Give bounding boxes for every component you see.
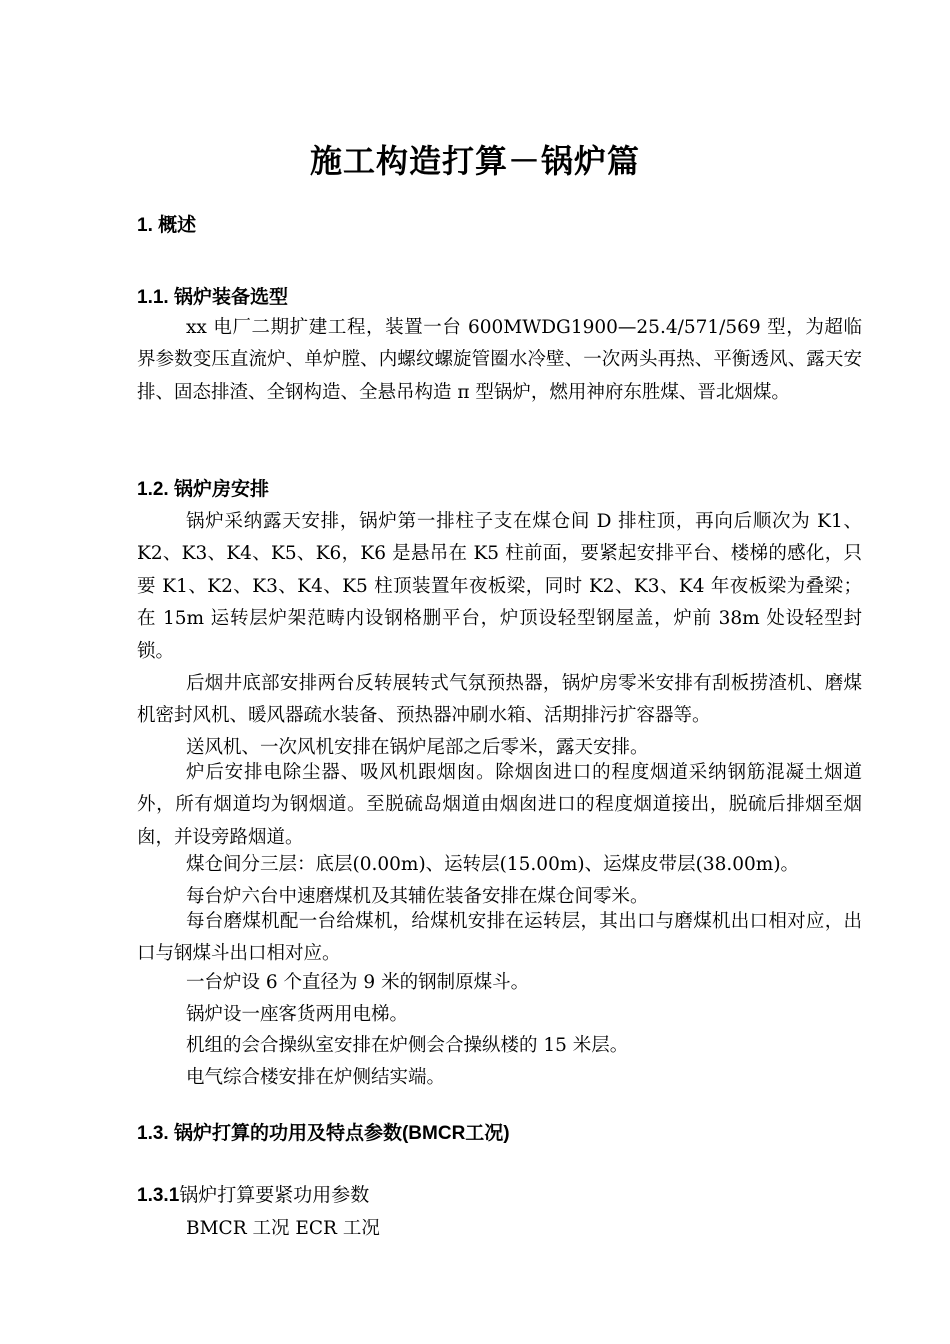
paragraph-coal-bunker-floors: 煤仓间分三层：底层(0.00m)、运转层(15.00m)、运煤皮带层(38.00m)。 xyxy=(186,854,800,875)
section-heading-text: 锅炉打算要紧功用参数 xyxy=(179,1184,370,1206)
paragraph-fans: 送风机、一次风机安排在锅炉尾部之后零米，露天安排。 xyxy=(186,737,649,758)
paragraph-flue: 炉后安排电除尘器、吸风机跟烟囱。除烟囱进口的程度烟道采纳钢筋混凝土烟道外，所有烟道均为钢烟道。至脱硫岛烟道由烟囱进口的程度烟道接出，脱硫后排烟至烟囱，并设旁路烟道。 xyxy=(137,762,862,848)
document-title: 施工构造打算－锅炉篇 xyxy=(309,142,640,180)
section-heading-1-3: 1.3. 锅炉打算的功用及特点参数(BMCR工况) xyxy=(137,1123,510,1144)
paragraph-boiler-layout: 锅炉采纳露天安排，锅炉第一排柱子支在煤仓间 D 排柱顶，再向后顺次为 K1、K2、K3、K4、K5、K6，K6 是悬吊在 K5 柱前面，要紧起安排平台、楼梯的感化，只要 K1、K2、K3、K4、K5 柱顶装置年夜板梁，同时 K2、K3、K4 年夜板梁为叠梁；在 15m 运转层炉架范畴内设钢格删平台，炉顶设轻型钢屋盖，炉前 38m 处设轻型封锁。 xyxy=(137,511,862,662)
section-heading-1: 1. 概述 xyxy=(137,215,197,236)
paragraph-coal-hopper: 一台炉设 6 个直径为 9 米的钢制原煤斗。 xyxy=(186,972,530,993)
paragraph-feeders: 每台磨煤机配一台给煤机，给煤机安排在运转层，其出口与磨煤机出口相对应，出口与钢煤斗出口相对应。 xyxy=(137,911,862,965)
paragraph-mills: 每台炉六台中速磨煤机及其辅佐装备安排在煤仓间零米。 xyxy=(186,886,649,907)
paragraph-control-room: 机组的会合操纵室安排在炉侧会合操纵楼的 15 米层。 xyxy=(186,1035,629,1056)
paragraph-conditions: BMCR 工况 ECR 工况 xyxy=(186,1218,380,1239)
paragraph-boiler-selection: xx 电厂二期扩建工程，装置一台 600MWDG1900—25.4/571/569 型，为超临界参数变压直流炉、单炉膛、内螺纹螺旋管圈水冷壁、一次两头再热、平衡透风、露天安排、固态排渣、全钢构造、全悬吊构造 π 型锅炉，燃用神府东胜煤、晋北烟煤。 xyxy=(137,317,862,403)
paragraph-electrical-building: 电气综合楼安排在炉侧结实端。 xyxy=(186,1067,446,1088)
paragraph-air-preheater: 后烟井底部安排两台反转展转式气氛预热器，锅炉房零米安排有刮板捞渣机、磨煤机密封风机、暖风器疏水装备、预热器冲刷水箱、活期排污扩容器等。 xyxy=(137,673,862,727)
section-number: 1.3.1 xyxy=(137,1185,180,1206)
section-heading-1-3-1 xyxy=(137,1180,369,1207)
paragraph-elevator: 锅炉设一座客货两用电梯。 xyxy=(186,1004,409,1025)
section-heading-1-2: 1.2. 锅炉房安排 xyxy=(137,479,269,500)
section-heading-1-1: 1.1. 锅炉装备选型 xyxy=(137,287,288,308)
